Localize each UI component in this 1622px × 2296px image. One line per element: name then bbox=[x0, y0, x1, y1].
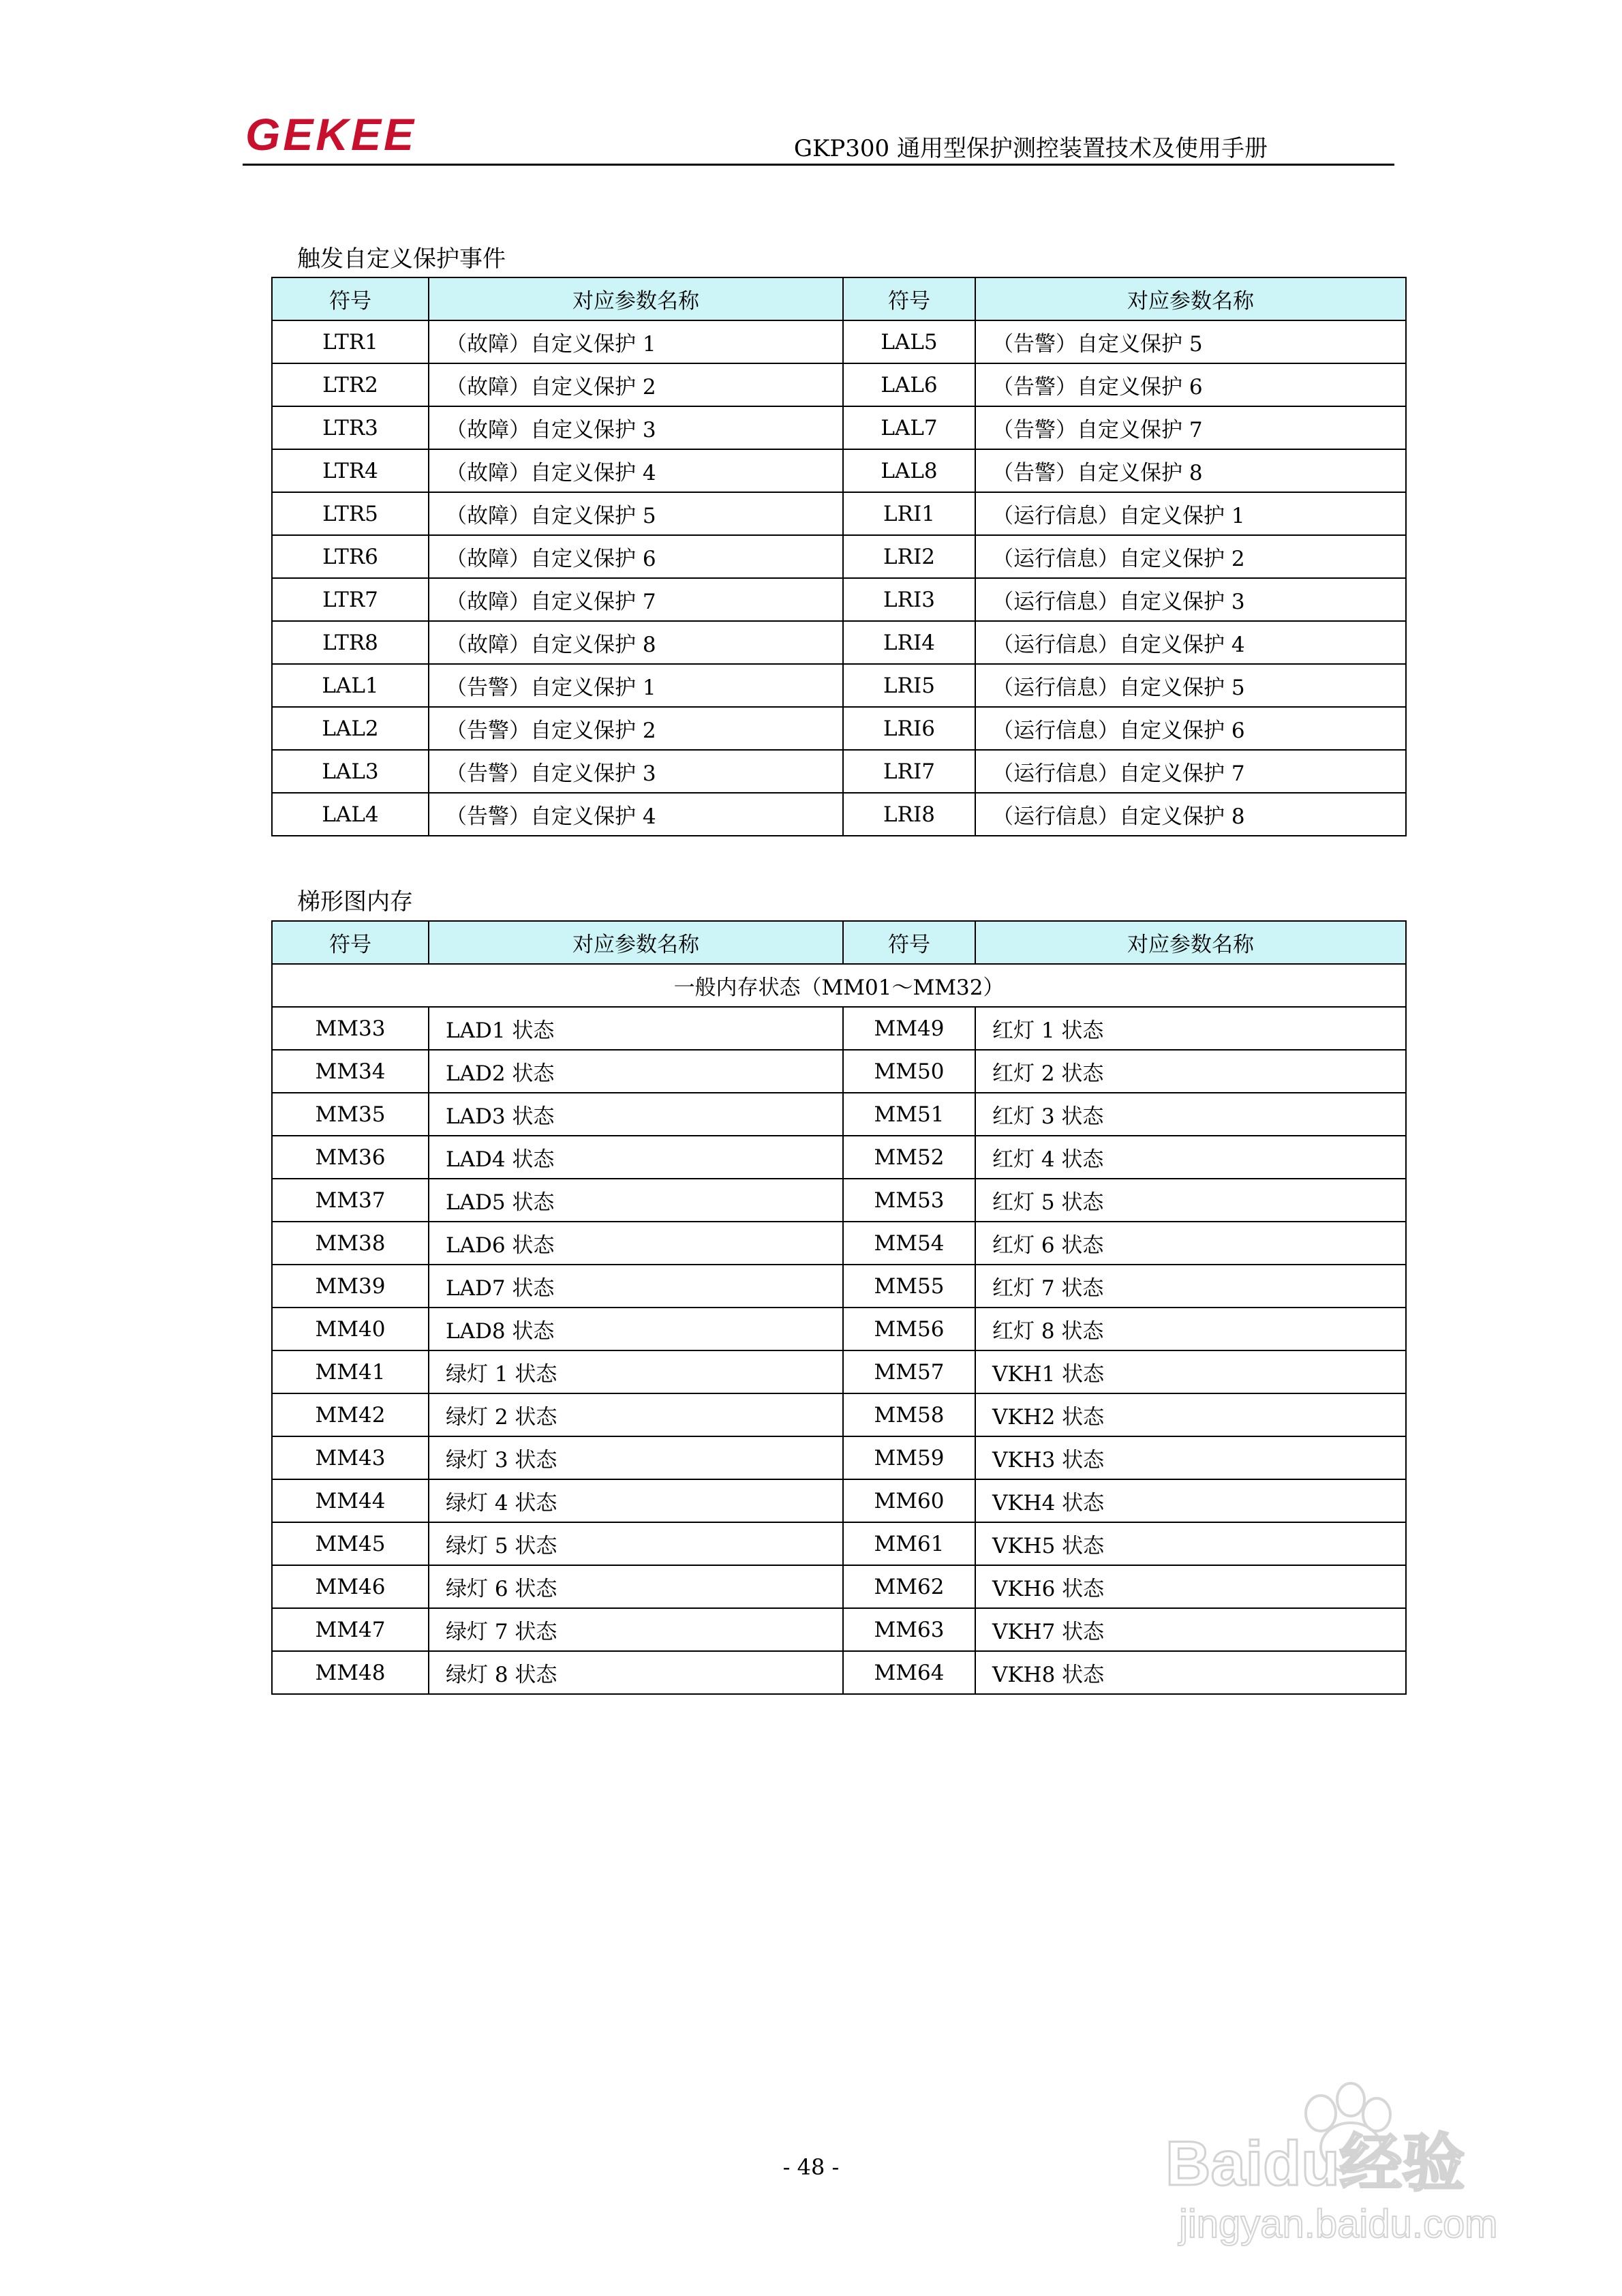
symbol-cell: MM33 bbox=[272, 1007, 429, 1050]
param-name-cell: 绿灯 1 状态 bbox=[429, 1350, 843, 1393]
table-row bbox=[272, 1651, 1406, 1694]
param-name-cell: （运行信息）自定义保护 4 bbox=[975, 621, 1406, 664]
param-name-cell: 红灯 4 状态 bbox=[975, 1136, 1406, 1179]
param-name-cell: VKH1 状态 bbox=[975, 1350, 1406, 1393]
table-row bbox=[272, 578, 1406, 621]
symbol-cell: LRI8 bbox=[843, 793, 975, 836]
param-name-cell: 绿灯 2 状态 bbox=[429, 1393, 843, 1436]
param-name-cell: （故障）自定义保护 4 bbox=[429, 449, 843, 492]
param-name-cell: LAD6 状态 bbox=[429, 1222, 843, 1265]
table-row bbox=[272, 1050, 1406, 1093]
table-row bbox=[272, 793, 1406, 836]
symbol-cell: MM54 bbox=[843, 1222, 975, 1265]
param-name-cell: （告警）自定义保护 7 bbox=[975, 406, 1406, 449]
symbol-cell: LAL8 bbox=[843, 449, 975, 492]
table-header-row bbox=[272, 277, 1406, 320]
symbol-cell: MM35 bbox=[272, 1093, 429, 1136]
param-name-cell: （运行信息）自定义保护 2 bbox=[975, 535, 1406, 578]
param-name-cell: （告警）自定义保护 8 bbox=[975, 449, 1406, 492]
general-memory-state-cell: 一般内存状态（MM01～MM32） bbox=[272, 964, 1406, 1007]
symbol-cell: MM59 bbox=[843, 1436, 975, 1479]
svg-text:Baidu经验: Baidu经验 bbox=[1165, 2129, 1465, 2199]
param-name-cell: （告警）自定义保护 6 bbox=[975, 363, 1406, 406]
param-name-cell: VKH4 状态 bbox=[975, 1479, 1406, 1522]
param-name-cell: （故障）自定义保护 5 bbox=[429, 492, 843, 535]
symbol-cell: MM37 bbox=[272, 1179, 429, 1222]
symbol-cell: MM60 bbox=[843, 1479, 975, 1522]
symbol-cell: MM61 bbox=[843, 1522, 975, 1565]
param-name-cell: 红灯 1 状态 bbox=[975, 1007, 1406, 1050]
custom-protection-events-table bbox=[271, 277, 1407, 836]
param-name-cell: VKH5 状态 bbox=[975, 1522, 1406, 1565]
document-title: GKP300 通用型保护测控装置技术及使用手册 bbox=[793, 135, 1268, 162]
param-name-cell: 红灯 2 状态 bbox=[975, 1050, 1406, 1093]
symbol-cell: LAL7 bbox=[843, 406, 975, 449]
table-row bbox=[272, 1608, 1406, 1651]
param-name-cell: （运行信息）自定义保护 7 bbox=[975, 750, 1406, 793]
table-row bbox=[272, 1436, 1406, 1479]
param-name-cell: VKH2 状态 bbox=[975, 1393, 1406, 1436]
param-name-cell: （故障）自定义保护 7 bbox=[429, 578, 843, 621]
param-name-cell: LAD5 状态 bbox=[429, 1179, 843, 1222]
param-name-cell: LAD3 状态 bbox=[429, 1093, 843, 1136]
span-row bbox=[272, 964, 1406, 1007]
symbol-cell: LRI1 bbox=[843, 492, 975, 535]
symbol-cell: LAL3 bbox=[272, 750, 429, 793]
header-symbol: 符号 bbox=[843, 921, 975, 964]
symbol-cell: LAL5 bbox=[843, 320, 975, 363]
baidu-jingyan-watermark bbox=[1152, 2052, 1547, 2256]
param-name-cell: （运行信息）自定义保护 1 bbox=[975, 492, 1406, 535]
header-param-name: 对应参数名称 bbox=[975, 921, 1406, 964]
table-row bbox=[272, 1222, 1406, 1265]
symbol-cell: MM43 bbox=[272, 1436, 429, 1479]
param-name-cell: VKH7 状态 bbox=[975, 1608, 1406, 1651]
header-symbol: 符号 bbox=[272, 921, 429, 964]
param-name-cell: 绿灯 4 状态 bbox=[429, 1479, 843, 1522]
table-row bbox=[272, 1007, 1406, 1050]
header-symbol: 符号 bbox=[272, 277, 429, 320]
symbol-cell: MM56 bbox=[843, 1308, 975, 1350]
symbol-cell: LRI7 bbox=[843, 750, 975, 793]
param-name-cell: VKH3 状态 bbox=[975, 1436, 1406, 1479]
param-name-cell: VKH6 状态 bbox=[975, 1565, 1406, 1608]
table-row bbox=[272, 1093, 1406, 1136]
param-name-cell: （告警）自定义保护 1 bbox=[429, 664, 843, 707]
symbol-cell: LTR3 bbox=[272, 406, 429, 449]
param-name-cell: VKH8 状态 bbox=[975, 1651, 1406, 1694]
symbol-cell: MM64 bbox=[843, 1651, 975, 1694]
param-name-cell: （运行信息）自定义保护 5 bbox=[975, 664, 1406, 707]
symbol-cell: MM53 bbox=[843, 1179, 975, 1222]
table-row bbox=[272, 664, 1406, 707]
symbol-cell: MM34 bbox=[272, 1050, 429, 1093]
table-row bbox=[272, 1308, 1406, 1350]
param-name-cell: 红灯 8 状态 bbox=[975, 1308, 1406, 1350]
symbol-cell: LRI4 bbox=[843, 621, 975, 664]
table-row bbox=[272, 1565, 1406, 1608]
symbol-cell: MM48 bbox=[272, 1651, 429, 1694]
symbol-cell: MM57 bbox=[843, 1350, 975, 1393]
param-name-cell: 红灯 3 状态 bbox=[975, 1093, 1406, 1136]
table-row bbox=[272, 1265, 1406, 1308]
param-name-cell: LAD8 状态 bbox=[429, 1308, 843, 1350]
table-row bbox=[272, 1522, 1406, 1565]
ladder-memory-table bbox=[271, 920, 1407, 1695]
header-symbol: 符号 bbox=[843, 277, 975, 320]
param-name-cell: （告警）自定义保护 5 bbox=[975, 320, 1406, 363]
param-name-cell: 绿灯 5 状态 bbox=[429, 1522, 843, 1565]
symbol-cell: LAL6 bbox=[843, 363, 975, 406]
param-name-cell: （故障）自定义保护 2 bbox=[429, 363, 843, 406]
param-name-cell: LAD7 状态 bbox=[429, 1265, 843, 1308]
param-name-cell: 绿灯 8 状态 bbox=[429, 1651, 843, 1694]
table-row bbox=[272, 449, 1406, 492]
table-header-row bbox=[272, 921, 1406, 964]
param-name-cell: LAD2 状态 bbox=[429, 1050, 843, 1093]
param-name-cell: （故障）自定义保护 6 bbox=[429, 535, 843, 578]
param-name-cell: 红灯 6 状态 bbox=[975, 1222, 1406, 1265]
header-divider bbox=[243, 164, 1394, 166]
svg-text:GEKEE: GEKEE bbox=[245, 110, 417, 158]
symbol-cell: MM38 bbox=[272, 1222, 429, 1265]
header-param-name: 对应参数名称 bbox=[429, 921, 843, 964]
symbol-cell: MM62 bbox=[843, 1565, 975, 1608]
param-name-cell: LAD1 状态 bbox=[429, 1007, 843, 1050]
param-name-cell: （故障）自定义保护 8 bbox=[429, 621, 843, 664]
table-row bbox=[272, 535, 1406, 578]
table-row bbox=[272, 1393, 1406, 1436]
symbol-cell: LTR2 bbox=[272, 363, 429, 406]
symbol-cell: LRI3 bbox=[843, 578, 975, 621]
symbol-cell: LRI2 bbox=[843, 535, 975, 578]
param-name-cell: （运行信息）自定义保护 8 bbox=[975, 793, 1406, 836]
param-name-cell: （告警）自定义保护 4 bbox=[429, 793, 843, 836]
table-row bbox=[272, 750, 1406, 793]
symbol-cell: MM36 bbox=[272, 1136, 429, 1179]
gekee-logo bbox=[245, 110, 470, 158]
table-row bbox=[272, 1350, 1406, 1393]
param-name-cell: 绿灯 6 状态 bbox=[429, 1565, 843, 1608]
symbol-cell: MM42 bbox=[272, 1393, 429, 1436]
symbol-cell: MM45 bbox=[272, 1522, 429, 1565]
symbol-cell: MM58 bbox=[843, 1393, 975, 1436]
param-name-cell: （告警）自定义保护 2 bbox=[429, 707, 843, 750]
symbol-cell: MM41 bbox=[272, 1350, 429, 1393]
symbol-cell: MM52 bbox=[843, 1136, 975, 1179]
param-name-cell: 绿灯 3 状态 bbox=[429, 1436, 843, 1479]
section-caption-ladder-memory: 梯形图内存 bbox=[297, 888, 413, 916]
symbol-cell: LAL2 bbox=[272, 707, 429, 750]
symbol-cell: LAL1 bbox=[272, 664, 429, 707]
symbol-cell: LTR5 bbox=[272, 492, 429, 535]
param-name-cell: （故障）自定义保护 1 bbox=[429, 320, 843, 363]
symbol-cell: MM39 bbox=[272, 1265, 429, 1308]
symbol-cell: LTR1 bbox=[272, 320, 429, 363]
symbol-cell: LAL4 bbox=[272, 793, 429, 836]
table-row bbox=[272, 707, 1406, 750]
symbol-cell: LRI5 bbox=[843, 664, 975, 707]
table-row bbox=[272, 1179, 1406, 1222]
header-param-name: 对应参数名称 bbox=[975, 277, 1406, 320]
symbol-cell: MM55 bbox=[843, 1265, 975, 1308]
symbol-cell: LTR7 bbox=[272, 578, 429, 621]
symbol-cell: MM63 bbox=[843, 1608, 975, 1651]
page-number: - 48 - bbox=[782, 2154, 840, 2180]
param-name-cell: 绿灯 7 状态 bbox=[429, 1608, 843, 1651]
param-name-cell: （告警）自定义保护 3 bbox=[429, 750, 843, 793]
header-param-name: 对应参数名称 bbox=[429, 277, 843, 320]
table-row bbox=[272, 1136, 1406, 1179]
table-row bbox=[272, 406, 1406, 449]
symbol-cell: LTR6 bbox=[272, 535, 429, 578]
paw-icon bbox=[1306, 2096, 1336, 2131]
symbol-cell: LTR4 bbox=[272, 449, 429, 492]
symbol-cell: MM49 bbox=[843, 1007, 975, 1050]
param-name-cell: 红灯 5 状态 bbox=[975, 1179, 1406, 1222]
table-row bbox=[272, 363, 1406, 406]
symbol-cell: LTR8 bbox=[272, 621, 429, 664]
table-row bbox=[272, 1479, 1406, 1522]
table-row bbox=[272, 492, 1406, 535]
symbol-cell: MM50 bbox=[843, 1050, 975, 1093]
symbol-cell: MM46 bbox=[272, 1565, 429, 1608]
symbol-cell: MM44 bbox=[272, 1479, 429, 1522]
symbol-cell: MM51 bbox=[843, 1093, 975, 1136]
symbol-cell: MM40 bbox=[272, 1308, 429, 1350]
section-caption-custom-protection-events: 触发自定义保护事件 bbox=[297, 245, 506, 273]
param-name-cell: LAD4 状态 bbox=[429, 1136, 843, 1179]
param-name-cell: （运行信息）自定义保护 3 bbox=[975, 578, 1406, 621]
symbol-cell: MM47 bbox=[272, 1608, 429, 1651]
table-row bbox=[272, 621, 1406, 664]
param-name-cell: （故障）自定义保护 3 bbox=[429, 406, 843, 449]
symbol-cell: LRI6 bbox=[843, 707, 975, 750]
svg-text:jingyan.baidu.com: jingyan.baidu.com bbox=[1179, 2202, 1498, 2246]
param-name-cell: （运行信息）自定义保护 6 bbox=[975, 707, 1406, 750]
param-name-cell: 红灯 7 状态 bbox=[975, 1265, 1406, 1308]
table-row bbox=[272, 320, 1406, 363]
